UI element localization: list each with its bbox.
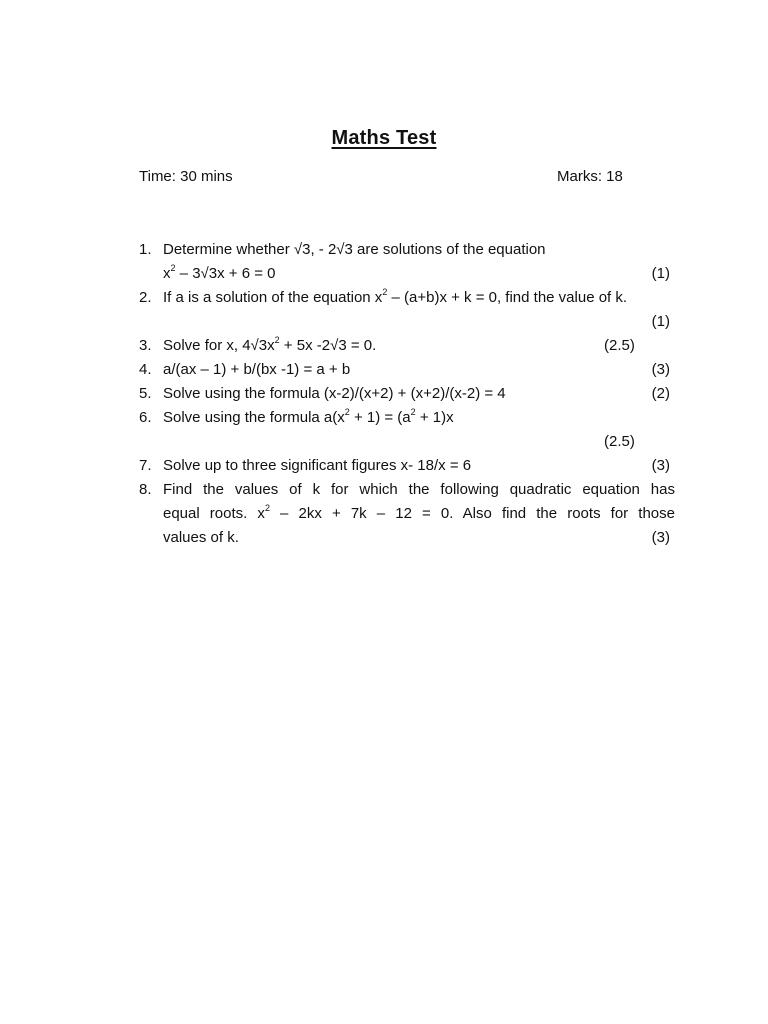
question-number: 3. [139,337,152,354]
question-number: 7. [139,457,152,474]
question-8 [139,478,675,502]
page-title: Maths Test [331,127,437,149]
question-2 [139,286,675,310]
question-marks: (1) [651,313,670,330]
question-marks: (1) [651,265,670,282]
question-list [139,238,675,550]
question-8-last-line [139,526,675,550]
question-text: Find the values of k for which the following quadratic equation has [163,481,675,498]
question-3 [139,334,675,358]
question-marks: (2) [651,385,670,402]
question-text: Solve up to three significant figures x- 18/x = 6 [163,457,472,474]
time-label: Time: 30 mins [139,168,233,185]
question-text: Solve for x, $4√3x^2 + 5x$ -2√3 = 0. [163,335,377,354]
question-number: 1. [139,241,152,258]
question-marks: (2.5) [604,337,635,354]
question-marks: (3) [651,457,670,474]
question-marks: (2.5) [604,433,635,450]
question-text: Solve using the formula $a(x^2 + 1) = (a^2 + 1)x$ [163,407,454,426]
question-text: values of k. [163,529,239,546]
question-5 [139,382,675,406]
question-text: equal roots. $x^2 - 2kx + 7k - 12 = 0$. Also find the roots for those [163,503,675,522]
question-2-marks-line [139,310,675,334]
total-marks-label: Marks: 18 [557,168,623,185]
question-6-marks-line [139,430,675,454]
question-4 [139,358,675,382]
question-text: a/(ax – 1) + b/(bx -1) = a + b [163,361,351,378]
question-number: 2. [139,289,152,306]
question-number: 5. [139,385,152,402]
question-text: Determine whether √3, - 2√3 are solutions of the equation [163,241,546,258]
question-8-continued [139,502,675,526]
question-text: Solve using the formula (x-2)/(x+2) + (x+2)/(x-2) = 4 [163,385,506,402]
question-number: 6. [139,409,152,426]
question-marks: (3) [651,361,670,378]
question-number: 4. [139,361,152,378]
question-1 [139,238,675,262]
question-number: 8. [139,481,152,498]
question-7 [139,454,675,478]
question-1-continued [139,262,675,286]
equation-text: $x^2 - 3√3x + 6 = 0$ [163,263,276,282]
question-marks: (3) [651,529,670,546]
question-6 [139,406,675,430]
question-text: If a is a solution of the equation $x^2 - (a+b)x + k = 0$, find the value of k. [163,287,628,306]
